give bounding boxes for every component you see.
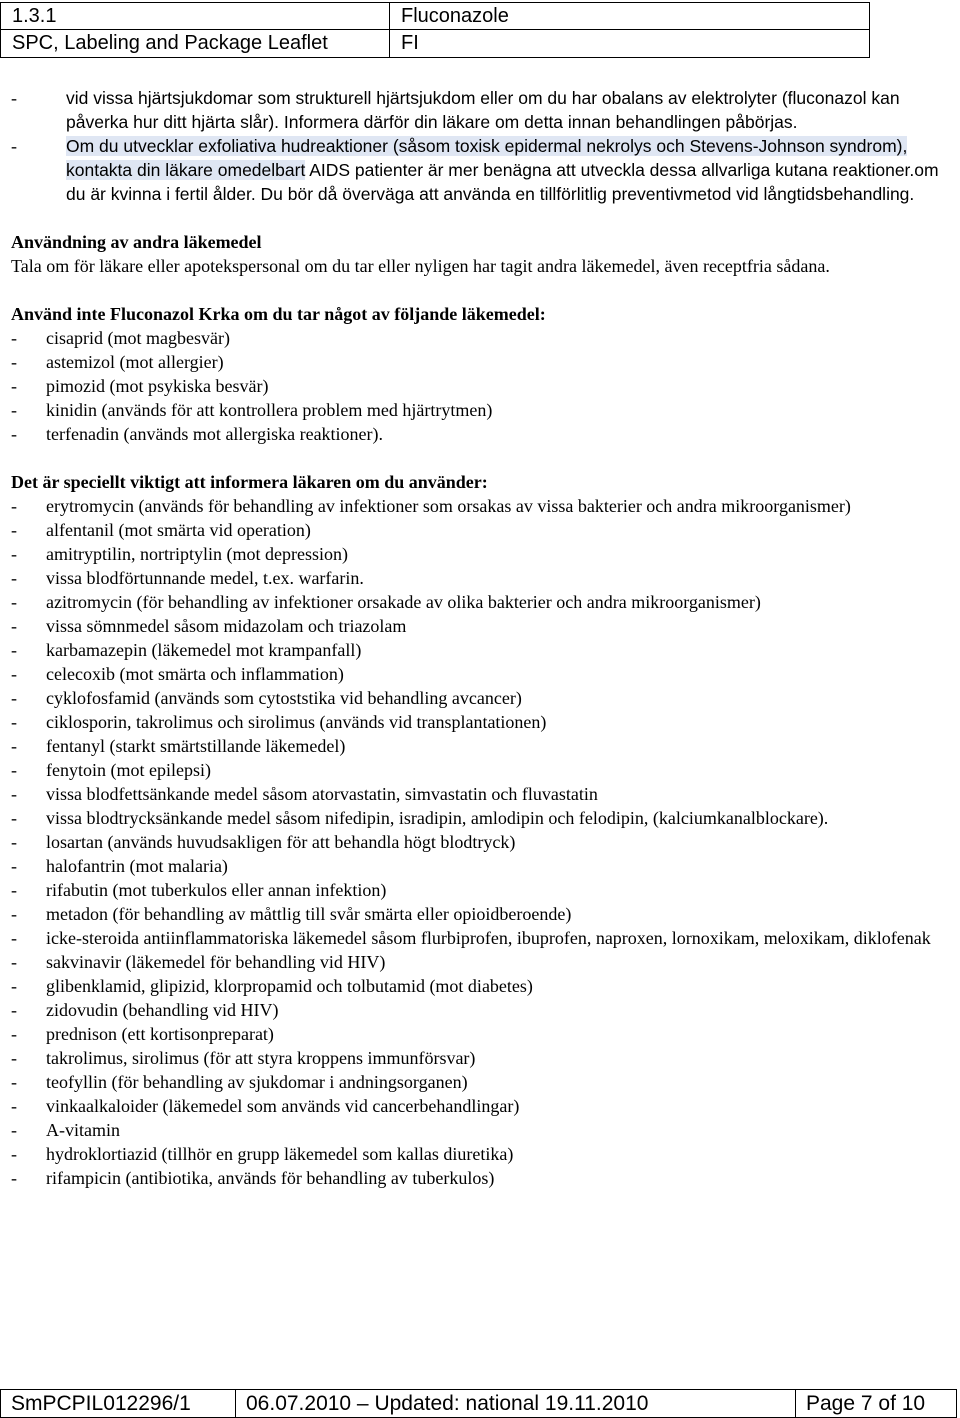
- list-item: - rifabutin (mot tuberkulos eller annan infektion): [11, 878, 941, 902]
- highlighted-text: Om du utvecklar exfoliativa hudreaktioner (såsom toxisk epidermal nekrolys och Stevens-Johnson syndrom), kontakta din läkare omedelbart: [66, 136, 908, 180]
- list-item: - vissa blodfettsänkande medel såsom atorvastatin, simvastatin och fluvastatin: [11, 782, 941, 806]
- list-item: - prednison (ett kortisonpreparat): [11, 1022, 941, 1046]
- list-item: - erytromycin (används för behandling av infektioner som orsakas av vissa bakterier och andra mikroorganismer): [11, 494, 941, 518]
- list-item-text: amitryptilin, nortriptylin (mot depression): [46, 544, 348, 564]
- footer-dates: 06.07.2010 – Updated: national 19.11.2010: [236, 1390, 796, 1417]
- list-item-text: metadon (för behandling av måttlig till svår smärta eller opioidberoende): [46, 904, 572, 924]
- section-heading-other-medicines: Användning av andra läkemedel: [11, 232, 262, 252]
- list-item: - halofantrin (mot malaria): [11, 854, 941, 878]
- list-item-text: hydroklortiazid (tillhör en grupp läkemedel som kallas diuretika): [46, 1144, 514, 1164]
- header-product-name: Fluconazole: [390, 3, 869, 30]
- list-item: - metadon (för behandling av måttlig till svår smärta eller opioidberoende): [11, 902, 941, 926]
- list-item: - losartan (används huvudsakligen för att behandla högt blodtryck): [11, 830, 941, 854]
- list-item-text: losartan (används huvudsakligen för att behandla högt blodtryck): [46, 832, 516, 852]
- header-section-number: 1.3.1: [1, 3, 390, 30]
- list-item: - fentanyl (starkt smärtstillande läkemedel): [11, 734, 941, 758]
- list-item: - cisaprid (mot magbesvär): [11, 326, 941, 350]
- list-item-text: glibenklamid, glipizid, klorpropamid och tolbutamid (mot diabetes): [46, 976, 533, 996]
- list-item: - zidovudin (behandling vid HIV): [11, 998, 941, 1022]
- section-heading-do-not-use: Använd inte Fluconazol Krka om du tar något av följande läkemedel:: [11, 304, 546, 324]
- list-item: - rifampicin (antibiotika, används för behandling av tuberkulos): [11, 1166, 941, 1190]
- list-item-text: terfenadin (används mot allergiska reaktioner).: [46, 424, 384, 444]
- list-item-text: vissa blodförtunnande medel, t.ex. warfarin.: [46, 568, 364, 588]
- list-item-text: vinkaalkaloider (läkemedel som används vid cancerbehandlingar): [46, 1096, 520, 1116]
- document-header: [0, 2, 870, 58]
- list-item-text: fentanyl (starkt smärtstillande läkemedel): [46, 736, 346, 756]
- list-item-text: erytromycin (används för behandling av infektioner som orsakas av vissa bakterier och andra mikroorganismer): [46, 496, 851, 516]
- list-item-text: pimozid (mot psykiska besvär): [46, 376, 269, 396]
- warning-item: - Om du utvecklar exfoliativa hudreaktioner (såsom toxisk epidermal nekrolys och Stevens-Johnson syndrom), kontakta din läkare omedelbart AIDS patienter är mer benägna att utveckla dessa allvarliga kutana reaktioner.om du är kvinna i fertil ålder. Du bör då överväga att använda en tillförlitlig preventivmetod vid långtidsbehandling.: [11, 136, 939, 204]
- list-item-text: fenytoin (mot epilepsi): [46, 760, 211, 780]
- list-item-text: cyklofosfamid (används som cytoststika vid behandling avcancer): [46, 688, 522, 708]
- list-item: - azitromycin (för behandling av infektioner orsakade av olika bakterier och andra mikroorganismer): [11, 590, 941, 614]
- list-item-text: rifampicin (antibiotika, används för behandling av tuberkulos): [46, 1168, 495, 1188]
- section-heading-inform-doctor: Det är speciellt viktigt att informera läkaren om du använder:: [11, 472, 488, 492]
- list-item-text: astemizol (mot allergier): [46, 352, 224, 372]
- list-item-text: celecoxib (mot smärta och inflammation): [46, 664, 344, 684]
- footer-document-id: SmPCPIL012296/1: [1, 1390, 236, 1417]
- list-item-text: vissa blodtrycksänkande medel såsom nifedipin, isradipin, amlodipin och felodipin, (kalciumkanalblockare).: [46, 808, 829, 828]
- list-item-text: A-vitamin: [46, 1120, 120, 1140]
- list-item-text: icke-steroida antiinflammatoriska läkemedel såsom flurbiprofen, ibuprofen, naproxen, lornoxikam, meloxikam, diklofenak: [46, 928, 931, 948]
- list-item: - takrolimus, sirolimus (för att styra kroppens immunförsvar): [11, 1046, 941, 1070]
- list-item-text: prednison (ett kortisonpreparat): [46, 1024, 274, 1044]
- list-item-text: rifabutin (mot tuberkulos eller annan infektion): [46, 880, 387, 900]
- list-item: - vinkaalkaloider (läkemedel som används vid cancerbehandlingar): [11, 1094, 941, 1118]
- list-item: - fenytoin (mot epilepsi): [11, 758, 941, 782]
- document-footer: [0, 1389, 957, 1418]
- list-item-text: teofyllin (för behandling av sjukdomar i andningsorganen): [46, 1072, 468, 1092]
- warning-text-1: vid vissa hjärtsjukdomar som strukturell hjärtsjukdom eller om du har obalans av elektrolyter (fluconazol kan påverka hur ditt hjärta slår). Informera därför din läkare om detta innan behandlingen påbörjas.: [66, 88, 900, 132]
- list-item: - terfenadin (används mot allergiska reaktioner).: [11, 422, 941, 446]
- list-item: - astemizol (mot allergier): [11, 350, 941, 374]
- list-item-text: halofantrin (mot malaria): [46, 856, 228, 876]
- list-item-text: kinidin (används för att kontrollera problem med hjärtrytmen): [46, 400, 493, 420]
- list-item-text: vissa sömnmedel såsom midazolam och triazolam: [46, 616, 407, 636]
- list-item: - kinidin (används för att kontrollera problem med hjärtrytmen): [11, 398, 941, 422]
- list-item-text: ciklosporin, takrolimus och sirolimus (används vid transplantationen): [46, 712, 547, 732]
- list-item: - celecoxib (mot smärta och inflammation): [11, 662, 941, 686]
- list-item: - karbamazepin (läkemedel mot krampanfall): [11, 638, 941, 662]
- list-item-text: takrolimus, sirolimus (för att styra kroppens immunförsvar): [46, 1048, 476, 1068]
- list-item-text: cisaprid (mot magbesvär): [46, 328, 230, 348]
- list-item: - teofyllin (för behandling av sjukdomar i andningsorganen): [11, 1070, 941, 1094]
- list-item: - vissa sömnmedel såsom midazolam och triazolam: [11, 614, 941, 638]
- footer-page-number: Page 7 of 10: [806, 1392, 926, 1415]
- list-item: - vissa blodförtunnande medel, t.ex. warfarin.: [11, 566, 941, 590]
- list-item: - icke-steroida antiinflammatoriska läkemedel såsom flurbiprofen, ibuprofen, naproxen, lornoxikam, meloxikam, diklofenak: [11, 926, 941, 950]
- list-item: - glibenklamid, glipizid, klorpropamid och tolbutamid (mot diabetes): [11, 974, 941, 998]
- list-item-text: azitromycin (för behandling av infektioner orsakade av olika bakterier och andra mikroorganismer): [46, 592, 761, 612]
- warning-item: - vid vissa hjärtsjukdomar som strukturell hjärtsjukdom eller om du har obalans av elektrolyter (fluconazol kan påverka hur ditt hjärta slår). Informera därför din läkare om detta innan behandlingen påbörjas.: [11, 86, 941, 134]
- list-item: - ciklosporin, takrolimus och sirolimus (används vid transplantationen): [11, 710, 941, 734]
- list-item-text: sakvinavir (läkemedel för behandling vid HIV): [46, 952, 386, 972]
- page-content: [11, 86, 941, 1190]
- other-medicines-text: Tala om för läkare eller apotekspersonal om du tar eller nyligen har tagit andra läkemedel, även receptfria sådana.: [11, 256, 830, 276]
- list-item: - sakvinavir (läkemedel för behandling vid HIV): [11, 950, 941, 974]
- list-item: - alfentanil (mot smärta vid operation): [11, 518, 941, 542]
- list-item: - A-vitamin: [11, 1118, 941, 1142]
- header-document-type: SPC, Labeling and Package Leaflet: [1, 30, 390, 57]
- do-not-use-list: [11, 326, 941, 446]
- inform-doctor-list: [11, 494, 941, 1190]
- list-item: - vissa blodtrycksänkande medel såsom nifedipin, isradipin, amlodipin och felodipin, (kalciumkanalblockare).: [11, 806, 941, 830]
- list-item: - amitryptilin, nortriptylin (mot depression): [11, 542, 941, 566]
- list-item-text: zidovudin (behandling vid HIV): [46, 1000, 279, 1020]
- list-item-text: vissa blodfettsänkande medel såsom atorvastatin, simvastatin och fluvastatin: [46, 784, 598, 804]
- header-country-code: FI: [401, 32, 419, 54]
- list-item: - cyklofosfamid (används som cytoststika vid behandling avcancer): [11, 686, 941, 710]
- list-item-text: alfentanil (mot smärta vid operation): [46, 520, 311, 540]
- list-item: - hydroklortiazid (tillhör en grupp läkemedel som kallas diuretika): [11, 1142, 941, 1166]
- warning-text-2: AIDS patienter är mer benägna att utveckla dessa allvarliga kutana reaktioner.om du är kvinna i fertil ålder. Du bör då överväga att använda en tillförlitlig preventivmetod vid långtidsbehandling.: [66, 160, 939, 204]
- list-item-text: karbamazepin (läkemedel mot krampanfall): [46, 640, 362, 660]
- list-item: - pimozid (mot psykiska besvär): [11, 374, 941, 398]
